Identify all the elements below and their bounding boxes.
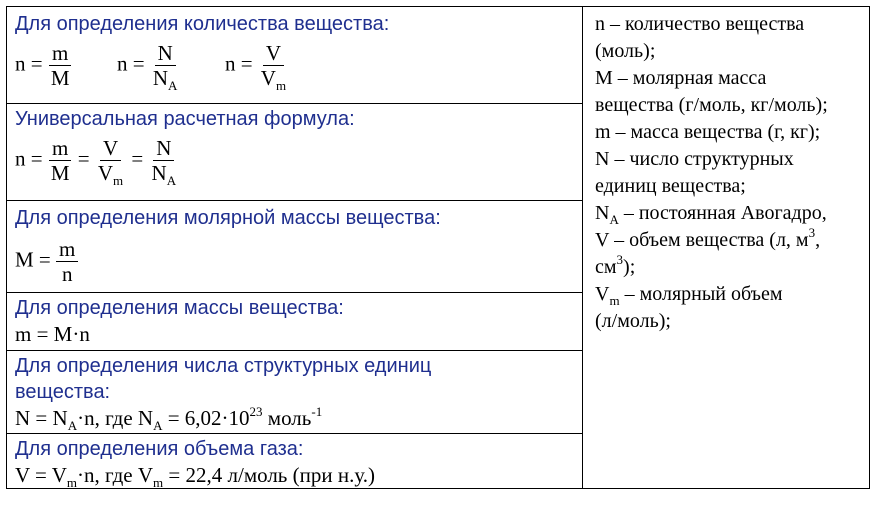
formula-line: $N = N_A\cdot n$, где $N_A = 6,02\cdot 10^{23}$ моль$^{-1}$: [15, 404, 323, 433]
row-header: Для определения объема газа:: [15, 438, 304, 460]
legend-line: n – количество вещества: [595, 13, 805, 35]
legend-line: (моль);: [595, 40, 656, 62]
row-header: Для определения массы вещества:: [15, 297, 344, 319]
legend-line: $N_A$ – постоянная Авогадро,: [595, 202, 827, 227]
formulas-column: [7, 7, 582, 488]
fraction-V-over-Vm: [95, 136, 126, 188]
row-header-line-1: Для определения числа структурных единиц: [15, 355, 432, 377]
formula-line: m = M·n: [15, 322, 90, 346]
numerator: V: [100, 136, 121, 161]
denominator: M: [50, 66, 70, 90]
legend-line: V – объем вещества (л, $м^3$,: [595, 225, 821, 251]
legend-line: $см^3$);: [595, 252, 636, 278]
numerator: N: [153, 136, 174, 161]
denominator: $N_A$: [152, 66, 178, 93]
numerator: m: [49, 41, 71, 66]
formula-line: [15, 41, 582, 93]
row-header: Для определения количества вещества:: [15, 13, 390, 35]
row-mass: [7, 292, 582, 350]
formula-text: n =: [15, 146, 43, 171]
numerator: V: [263, 41, 284, 66]
formula-line: $V = V_m\cdot n$, где $V_m = 22,4$ л/моль (при н.у.): [15, 463, 375, 490]
denominator: $N_A$: [151, 161, 177, 188]
fraction-V-over-Vm: [258, 41, 289, 93]
fraction-m-over-M: [48, 136, 73, 185]
row-gas-volume: [7, 433, 582, 488]
legend-line: (л/моль);: [595, 310, 671, 332]
equals-sign: =: [77, 146, 90, 171]
fraction-m-over-n: [56, 237, 78, 286]
row-structural-units: [7, 350, 582, 433]
legend-line: $V_m$ – молярный объем: [595, 283, 783, 308]
row-amount-of-substance: [7, 7, 582, 103]
row-header: Для определения молярной массы вещества:: [15, 207, 441, 229]
legend-column: [595, 11, 865, 335]
fraction-N-over-NA: [149, 136, 180, 188]
formula-text: n =: [15, 51, 43, 76]
equals-sign: =: [131, 146, 144, 171]
legend-line: N – число структурных: [595, 148, 794, 170]
legend-line: единиц вещества;: [595, 175, 746, 197]
denominator: $V_m$: [260, 66, 287, 93]
formula-line: [15, 136, 582, 188]
formula-line: [15, 237, 582, 286]
denominator: M: [50, 161, 70, 185]
fraction-N-over-NA: [150, 41, 181, 93]
formula-text: n =: [117, 51, 145, 76]
legend-line: M – молярная масса: [595, 67, 767, 89]
denominator: n: [61, 262, 73, 286]
row-header: Универсальная расчетная формула:: [15, 108, 355, 130]
column-divider: [582, 7, 583, 488]
fraction-m-over-M: [48, 41, 73, 90]
formula-text: M =: [15, 247, 51, 272]
row-header-line-2: вещества:: [15, 381, 111, 403]
legend-line: m – масса вещества (г, кг);: [595, 121, 821, 143]
numerator: N: [155, 41, 176, 66]
row-molar-mass: [7, 200, 582, 292]
formula-table: [6, 6, 870, 489]
numerator: m: [56, 237, 78, 262]
row-universal-formula: [7, 103, 582, 200]
numerator: m: [49, 136, 71, 161]
formula-text: n =: [224, 51, 253, 76]
denominator: $V_m$: [97, 161, 124, 188]
legend-line: вещества (г/моль, кг/моль);: [595, 94, 828, 116]
